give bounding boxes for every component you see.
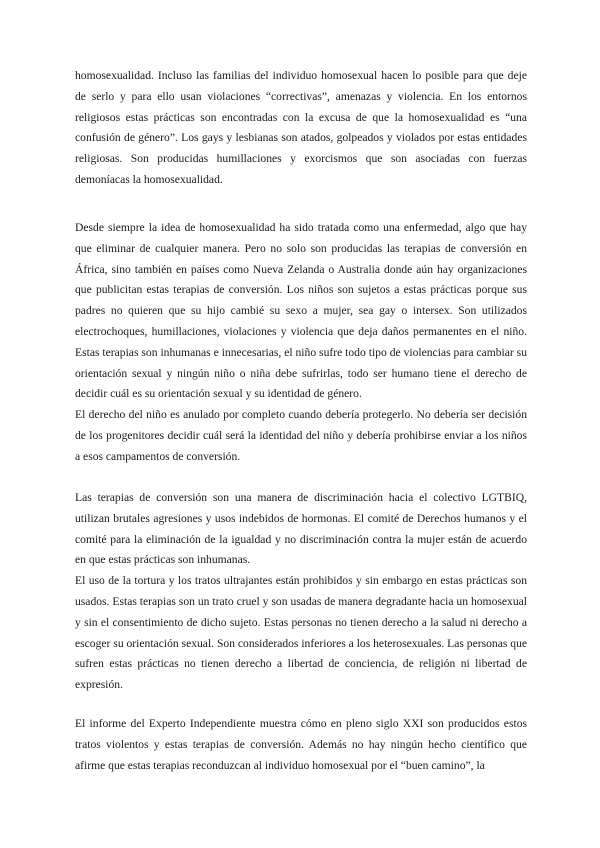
paragraph-3-text-b: El uso de la tortura y los tratos ultrajantes están prohibidos y sin embargo en estas prácticas son usados. Estas terapias son un trato cruel y son usadas de manera degradante hacia un homosexual y sin el consentimiento de dicho sujeto. Estas personas no tienen derecho a la salud ni derecho a escoger su orientación sexual. Son considerados inferiores a los heterosexuales. Las personas que sufren estas prácticas no tienen derecho a libertad de conciencia, de religión ni libertad de expresión. [75, 574, 528, 692]
paragraph-1 [75, 66, 527, 191]
paragraph-2 [75, 218, 527, 468]
paragraph-1-text: homosexualidad. Incluso las familias del individuo homosexual hacen lo posible para que deje de serlo y para ello usan violaciones “correctivas”, amenazas y violencia. En los entornos religiosos estas prácticas son encontradas con la excusa de que la homosexualidad es “una confusión de género”. Los gays y lesbianas son atados, golpeados y violados por estas entidades religiosas. Son producidas humillaciones y exorcismos que son asociadas con fuerzas demoníacas la homosexualidad. [75, 69, 527, 186]
paragraph-3-text-a: Las terapias de conversión son una manera de discriminación hacia el colectivo LGTBIQ, utilizan brutales agresiones y usos indebidos de hormonas. El comité de Derechos humanos y el comité para la eliminación de la igualdad y no discriminación contra la mujer están de acuerdo en que estas prácticas son inhumanas. [75, 491, 527, 567]
paragraph-3 [75, 488, 527, 696]
paragraph-2-text-b: El derecho del niño es anulado por completo cuando debería protegerlo. No debería ser decisión de los progenitores decidir cuál será la identidad del niño y debería prohibirse enviar a los niños a esos campamentos de conversión. [75, 408, 527, 463]
paragraph-4 [75, 714, 527, 776]
paragraph-2-text-a: Desde siempre la idea de homosexualidad ha sido tratada como una enfermedad, algo que hay que eliminar de cualquier manera. Pero no solo son producidas las terapias de conversión en África, sino también en países como Nueva Zelanda o Australia donde aún hay organizaciones que publicitan estas terapias de conversión. Los niños son sujetos a estas prácticas porque sus padres no quieren que su hijo cambié su sexo a mujer, sea gay o intersex. Son utilizados electrochoques, humillaciones, violaciones y violencia que deja daños permanentes en el niño. Estas terapias son inhumanas e innecesarias, el niño sufre todo tipo de violencias para cambiar su orientación sexual y ningún niño o niña debe sufrirlas, todo ser humano tiene el derecho de decidir cuál es su orientación sexual y su identidad de género. [75, 221, 527, 401]
paragraph-4-text: El informe del Experto Independiente muestra cómo en pleno siglo XXI son producidos estos tratos violentos y estas terapias de conversión. Además no hay ningún hecho científico que afirme que estas terapias reconduzcan al individuo homosexual por el “buen camino”, la [75, 717, 527, 772]
